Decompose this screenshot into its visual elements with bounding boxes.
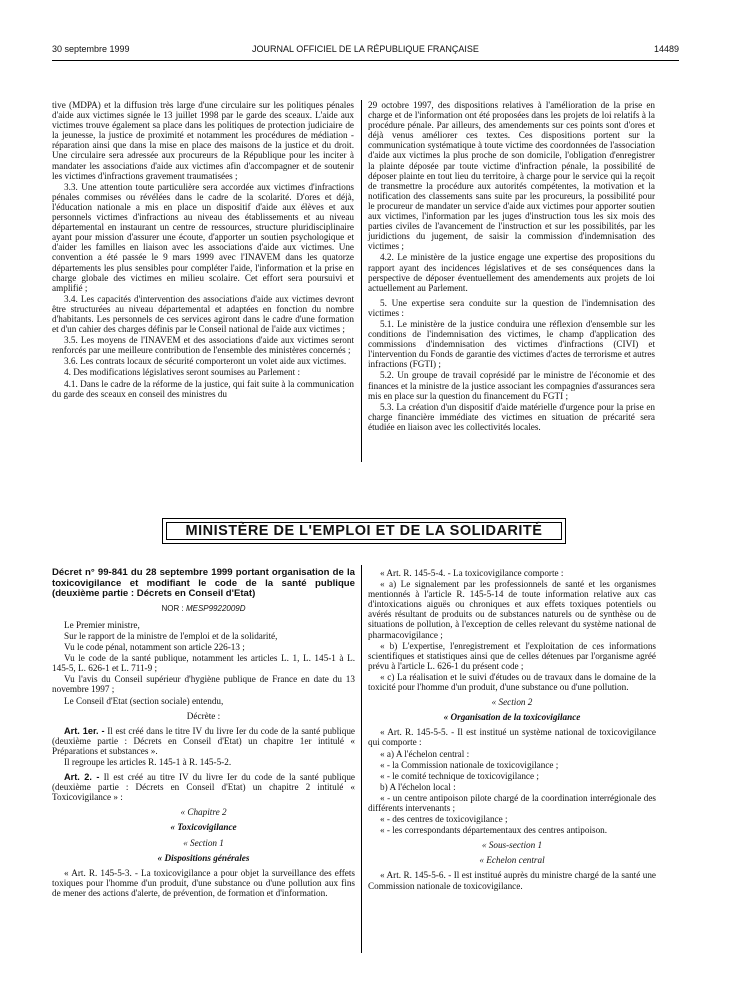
section-title: « Organisation de la toxicovigilance xyxy=(443,712,581,723)
section-heading: « Section 1 xyxy=(183,837,224,848)
paragraph: 5. Une expertise sera conduite sur la question de l'indemnisation des victimes : xyxy=(368,297,655,318)
column-3 xyxy=(52,568,355,898)
paragraph: 4. Des modifications législatives seront soumises au Parlement : xyxy=(64,367,301,378)
paragraph: 5.2. Un groupe de travail coprésidé par le ministre de l'économie et des finances et la ministre de la justice associant les compagnies d'assurances sera mis en place sur la question du financement du FGTI ; xyxy=(368,370,655,401)
paragraph: « Art. R. 145-5-3. - La toxicovigilance a pour objet la surveillance des effets toxiques pour l'homme d'un produit, d'une substance ou d'une pollution aux fins de mener des actions d'alerte, de prévention, de formation et d'information. xyxy=(52,867,355,898)
paragraph: 4.2. Le ministère de la justice engage une expertise des propositions du rapport ayant des incidences législatives et de ses conséquences dans la perspective de déposer éventuellement des amendements aux projets de loi actuellement au Parlement. xyxy=(368,252,655,293)
subsection-title: « Echelon central xyxy=(479,855,545,866)
paragraph: Sur le rapport de la ministre de l'emploi et de la solidarité, xyxy=(64,630,278,641)
paragraph: 5.3. La création d'un dispositif d'aide matérielle d'urgence pour la prise en charge financière immédiate des victimes en situation de précarité sera étudiée en liaison avec les collectivités locales. xyxy=(368,401,655,432)
subsection-heading: « Sous-section 1 xyxy=(481,840,543,851)
nor-label: NOR : xyxy=(161,603,184,613)
article-1-label: Art. 1er. - xyxy=(64,725,105,736)
column-divider xyxy=(361,100,362,462)
paragraph: 4.1. Dans le cadre de la réforme de la justice, qui fait suite à la communication du garde des sceaux en conseil des ministres du xyxy=(52,378,354,399)
section-heading: « Section 2 xyxy=(491,697,533,708)
paragraph: « Art. R. 145-5-5. - Il est institué un système national de toxicovigilance qui comporte : xyxy=(368,727,656,748)
article-2-text: Il est créé au titre IV du livre Ier du code de la santé publique (deuxième partie : Décrets en Conseil d'Etat) un chapitre 2 intitulé « Toxicovigilance » : xyxy=(52,772,356,803)
decree-title: Décret n° 99-841 du 28 septembre 1999 portant organisation de la toxicovigilance et modifiant le code de la santé publique (deuxième partie : Décrets en Conseil d'Etat) xyxy=(52,567,355,600)
article-2-label: Art. 2. - xyxy=(64,772,100,783)
paragraph: « c) La réalisation et le suivi d'études ou de travaux dans le domaine de la toxicité pour l'homme d'un produit, d'une substance ou d'une pollution. xyxy=(368,671,656,693)
list-item: « - les correspondants départementaux des centres antipoison. xyxy=(380,825,608,836)
paragraph: Il regroupe les articles R. 145-1 à R. 145-5-2. xyxy=(64,757,232,767)
paragraph: 3.5. Les moyens de l'INAVEM et des associations d'aide aux victimes seront renforcés par une meilleure contribution de l'ensemble des ministères concernés ; xyxy=(52,335,354,356)
paragraph: Vu le code de la santé publique, notamment les articles L. 1, L. 145-1 à L. 145-5, L. 626-1 et L. 711-9 ; xyxy=(52,653,355,674)
paragraph: 29 octobre 1997, des dispositions relatives à l'amélioration de la prise en charge et de l'information ont été proposées dans les projets de loi relatifs à la procédure pénale. Par ailleurs, des amendements sur ces points sont d'ores et déjà venus améliorer ces textes. Ces dispositions portent sur la communication systématique à toute victime des coordonnées de l'association d'aide aux victimes la plus proche de son domicile, l'obligation d'enregistrer la plainte déposée par toute victime d'infraction pénale, la possibilité de déposer plainte en tout lieu du territoire, à charge pour le service qui la reçoit de transmettre la procédure aux autorités compétentes, la motivation et la notification des classements sans suite par les procureurs, la possibilité pour le procureur de mandater un service d'aide aux victimes pour apporter soutien aux victimes, l'information par les juges d'instruction tous les six mois des parties civiles de l'avancement de l'instruction et sur les possibilités, par les juridictions du jugement, de saisir la commission d'indemnisation des victimes ; xyxy=(368,100,655,252)
nor-reference xyxy=(52,604,355,614)
paragraph: Le Conseil d'Etat (section sociale) entendu, xyxy=(64,695,224,706)
column-2 xyxy=(368,100,655,432)
paragraph: 3.4. Les capacités d'intervention des associations d'aide aux victimes devront être structurées au niveau départemental et adaptées en fonction du nombre d'habitants. Les personnels de ces services agiront dans le cadre d'une formation et d'un cahier des charges définis par le Conseil national de l'aide aux victimes ; xyxy=(52,293,354,335)
ministry-title: MINISTÈRE DE L'EMPLOI ET DE LA SOLIDARITÉ xyxy=(185,523,543,539)
header-page-number: 14489 xyxy=(653,44,679,54)
list-item: « - le comité technique de toxicovigilance ; xyxy=(380,770,539,781)
paragraph: « b) L'expertise, l'enregistrement et l'exploitation de ces informations scientifiques et statistiques ainsi que de celles détenues par l'organisme agréé prévu à l'article L. 626-1 du présent code ; xyxy=(368,640,656,671)
header-rule xyxy=(52,60,679,61)
nor-value: MESP9922009D xyxy=(185,603,246,613)
paragraph: 3.6. Les contrats locaux de sécurité comporteront un volet aide aux victimes. xyxy=(64,356,347,367)
paragraph: 5.1. Le ministère de la justice conduira une réflexion d'ensemble sur les conditions de l'indemnisation des victimes, le champ d'application des commissions d'indemnisation des victimes d'infractions (CIVI) et l'intervention du Fonds de garantie des victimes d'actes de terrorisme et autres infractions (FGTI) ; xyxy=(368,318,655,370)
paragraph: « Art. R. 145-5-4. - La toxicovigilance comporte : xyxy=(380,568,564,578)
page-header xyxy=(52,44,679,58)
ministry-banner xyxy=(162,518,566,544)
paragraph: Vu le code pénal, notamment son article 226-13 ; xyxy=(64,642,245,653)
paragraph: Vu l'avis du Conseil supérieur d'hygiène publique de France en date du 13 novembre 1997 ; xyxy=(52,674,355,695)
article-1-text: Il est créé dans le titre IV du livre Ier du code de la santé publique (deuxième partie : Décrets en Conseil d'Etat) un chapitre 1er intitulé « Préparations et substances ». xyxy=(52,725,355,756)
article-1 xyxy=(52,726,355,756)
chapter-heading: « Chapitre 2 xyxy=(180,807,227,818)
chapter-title: « Toxicovigilance xyxy=(170,822,237,833)
paragraph: « a) Le signalement par les professionnels de santé et les organismes mentionnés à l'article R. 145-5-14 de toute information relative aux cas d'intoxications aiguës ou chroniques et aux effets toxiques potentiels ou avérés résultant de produits ou de substances naturels ou de synthèse ou de situations de pollution, à l'exception de celles relevant du système national de pharmacovigilance ; xyxy=(368,579,656,640)
column-divider xyxy=(361,565,362,953)
article-2 xyxy=(52,772,355,802)
list-item: b) A l'échelon local : xyxy=(380,781,456,792)
list-item: « - un centre antipoison pilote chargé de la coordination interrégionale des différents intervenants ; xyxy=(368,792,656,813)
list-item: « - la Commission nationale de toxicovigilance ; xyxy=(380,759,559,770)
list-item: « - des centres de toxicovigilance ; xyxy=(380,814,508,825)
paragraph: « Art. R. 145-5-6. - Il est institué auprès du ministre chargé de la santé une Commission nationale de toxicovigilance. xyxy=(368,870,656,891)
header-date: 30 septembre 1999 xyxy=(52,44,130,54)
section-title: « Dispositions générales xyxy=(157,852,250,863)
column-4 xyxy=(368,568,656,891)
header-journal-title: JOURNAL OFFICIEL DE LA RÉPUBLIQUE FRANÇAISE xyxy=(252,44,479,54)
column-1 xyxy=(52,100,354,399)
list-item: « a) A l'échelon central : xyxy=(380,748,470,759)
paragraph: Le Premier ministre, xyxy=(64,619,140,630)
paragraph: tive (MDPA) et la diffusion très large d'une circulaire sur les politiques pénales d'aide aux victimes signée le 13 juillet 1998 par le garde des sceaux. L'aide aux victimes trouve également sa place dans les politiques de protection judiciaire de la jeunesse, la justice de proximité et notamment les procédures de médiation - réparation ainsi que dans la mise en place des maisons de la justice et du droit. Une circulaire sera adressée aux procureurs de la République pour les inciter à mandater les associations d'aide aux victimes afin d'accompagner et de soutenir les victimes d'infractions gravement traumatisées ; xyxy=(52,100,354,181)
paragraph: 3.3. Une attention toute particulière sera accordée aux victimes d'infractions pénales commises ou révélées dans le cadre de la scolarité. D'ores et déjà, l'éducation nationale a mis en place un dispositif d'aide aux élèves et aux personnels victimes d'infractions au niveau des établissements et au niveau départemental en instaurant un centre de ressources, structure pluridisciplinaire ayant pour mission d'assurer une écoute, d'apporter un soutien psychologique et d'aider les familles en liaison avec les associations d'aide aux victimes. Une convention a été passée le 9 mars 1999 avec l'INAVEM dans les quatorze départements les plus sensibles pour compléter l'aide, l'information et la prise en charge globale des victimes en milieu scolaire. Cet effort sera poursuivi et amplifié ; xyxy=(52,181,354,293)
decrete-heading: Décrète : xyxy=(186,710,221,721)
